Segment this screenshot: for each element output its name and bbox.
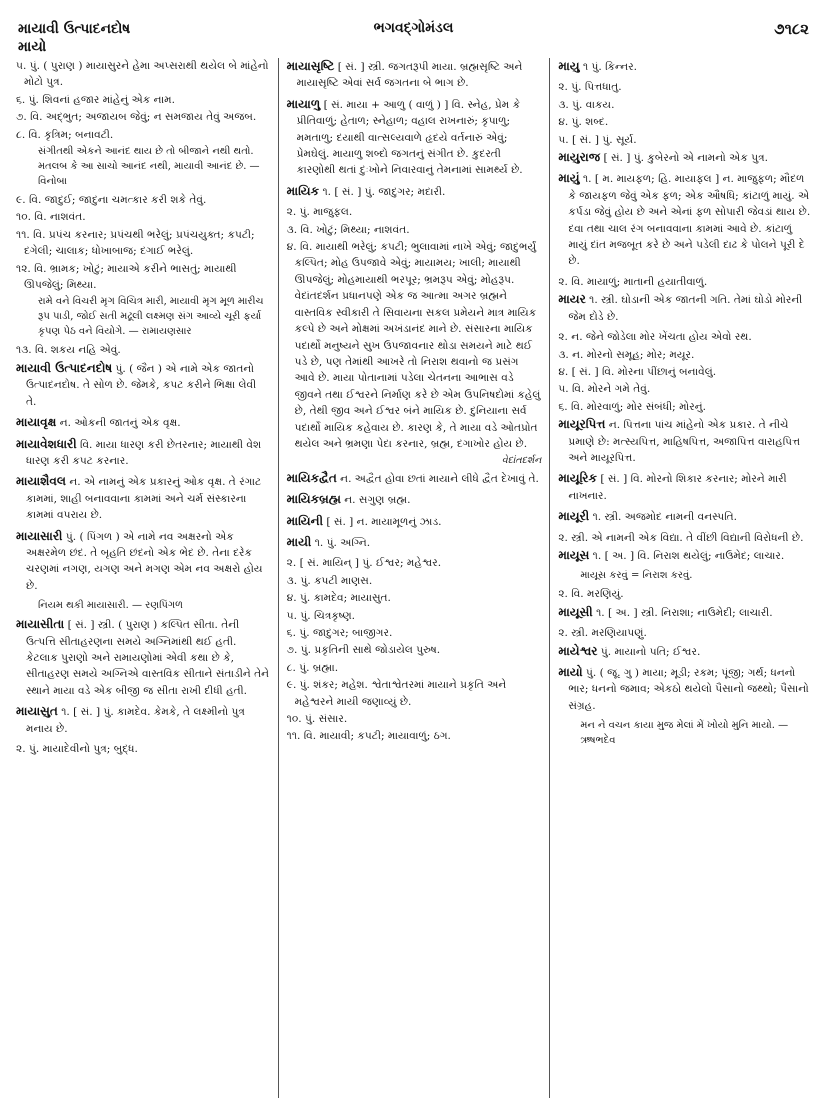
dictionary-entry [558, 170, 811, 269]
dictionary-entry [16, 473, 270, 523]
column-2 [278, 58, 550, 1098]
sense: ૨. સ્ત્રી. એ નામની એક વિદ્યા. તે વીંછી વિદ્યાની વિરોધની છે. [558, 531, 804, 544]
sense: ૩. પું. કપટી માણસ. [286, 574, 373, 587]
last-headword: માયો [18, 39, 47, 55]
headword: માયાસારી [16, 528, 63, 543]
definition: ન. સગુણ બ્રહ્મ. [340, 494, 411, 507]
sense: ૨. [ સં. માયિન્ ] પું. ઈશ્વર; મહેશ્વર. [286, 557, 442, 570]
dictionary-entry [558, 547, 811, 564]
headword: માયૂસી [558, 604, 593, 619]
sense: ૮. પું. બ્રહ્મા. [286, 661, 339, 674]
sense: ૩. વિ. ખોટું; મિથ્યા; નાશવંત. [286, 223, 410, 236]
sense: ૨. વિ. મરણિયું. [558, 588, 624, 601]
quotation: સંગીતથી એકને આનંદ થાય છે તો બીજાને નથી થતો. મતલબ કે આ સાચો આનંદ નથી, માયાવી આનંદ છે. — વિનોબા [38, 146, 260, 188]
quotation: મન ને વચન કાયા મુજ મેલાં મેં ખોયો મુનિ માયો. — ઋષભદેવ [580, 720, 789, 747]
headword: માયાવૃક્ષ [16, 415, 57, 430]
sense: ૨. પું. માજુફલ. [286, 206, 353, 219]
definition: ૧. [ મ. માયફળ; હિ. માયાફલ ] ન. માજુફળ; મૌદળ કે જાયફળ જેવું એક ફળ; એક ઔષધિ; કાંટાળું માયું. એ કર્પડા જેવું હોય છે અને એનાં ફળ સોપારી જેવડાં થાય છે. દવા તથા ચાલ રંગ બનાવવાના કામમાં આવે છે. કાંટાળું માયું દાંત મજબૂત કરે છે અને પડેલી દાઢ કે પોલને પૂરી દે છે. [568, 173, 811, 268]
sense: ૯. વિ. જાદુઈ; જાદુના ચમત્કાર કરી શકે તેવું. [16, 194, 207, 207]
dictionary-entry [287, 183, 542, 200]
page-header [16, 20, 811, 58]
dictionary-entry [287, 491, 542, 508]
sense: ૪. પું. કામદેવ; માયાસુત. [286, 592, 391, 605]
sense: ૮. વિ. કૃત્રિમ; બનાવટી. [16, 128, 114, 141]
definition: પું. માયાનો પતિ; ઈશ્વર. [597, 645, 701, 658]
dictionary-entry [558, 291, 811, 325]
dictionary-title: ભગવદ્ગોમંડલ [373, 20, 454, 36]
headword: માયુ [558, 59, 580, 73]
sense: ૨. પું. માયાદેવીનો પુત્ર; બુદ્ધ. [16, 743, 138, 755]
dictionary-entry [287, 96, 542, 179]
headword: માયાવેશધારી [16, 436, 77, 451]
sense: ૯. પું. શંકર; મહેશ. શ્વેતાશ્વેતરમાં માયાને પ્રકૃતિ અને મહેશ્વરને માયી જણાવ્યું છે. [286, 679, 507, 708]
dictionary-entry [287, 513, 542, 530]
sense: ૬. પું. શિવનાં હજાર માંહેનું એક નામ. [16, 93, 175, 106]
headword: માયું [558, 171, 580, 186]
dictionary-entry [16, 360, 270, 410]
headword: માયિકબ્રહ્મ [286, 492, 341, 507]
sense: ૧૦. વિ. નાશવંત. [16, 211, 86, 224]
headword: માયો [558, 665, 583, 679]
sense: ૩. પું. વાકય. [558, 98, 615, 111]
dictionary-entry [287, 58, 542, 92]
headword: માયૂરિક [558, 471, 597, 486]
dictionary-entry [287, 470, 542, 487]
quotation: રામે વને વિચરી મૃગ વિચિત્ર મારી, માયાવી મૃગ મૂળ મારીચ રૂપ પાડી, જોઈ સતી મઢૂલી લક્ષ્મણ સંગ આવ્યે ચૂરી ફર્યા કૃપણ પેઠ વને વિયોગે. — રામાયણસાર [38, 296, 264, 338]
source-citation: વેદાંતદર્શન [501, 455, 542, 467]
definition: ૧. પું. અગ્નિ. [311, 536, 371, 549]
definition: પું. ( જૈન ) એ નામે એક જાતનો ઉત્પાદનદોષ. તે સોળ છે. જેમકે, કપટ કરીને ભિક્ષા લેવી તે. [26, 362, 257, 408]
sense: ૪. [ સં. ] વિ. મોરના પીંછાનું બનાવેલું. [558, 365, 717, 378]
dictionary-entry [558, 664, 811, 714]
dictionary-entry [558, 58, 811, 75]
sense: ૧૨. વિ. ભ્રામક; ખોટું; માયાએ કરીને ભાસતું; માયાથી ઊપજેલું; મિથ્યા. [16, 262, 237, 292]
dictionary-entry [16, 436, 270, 470]
headword: માયિની [286, 513, 323, 528]
columns [16, 58, 811, 1098]
definition: ૧. [ સં. ] પું. જાદુગર; મદારી. [319, 185, 446, 198]
definition: ન. ઓકની જાતનું એક વૃક્ષ. [56, 417, 181, 430]
sense: ૭. વિ. અદ્ભુત; અજાયબ જેવું; ન સમજાય તેવું અજબ. [16, 111, 257, 124]
headword: માયિકદ્વૈત [286, 470, 337, 485]
definition: ન. અદ્વૈત હોવા છતાં માયાને લીધે દ્વૈત દેખાવું તે. [336, 472, 539, 485]
headword: માયૂરપિત્ત [558, 417, 606, 432]
sense: ૫. પું. ( પુરાણ ) માયાસુરને હેમા અપ્સરાથી થયેલ બે માંહેનો મોટો પુત્ર. [16, 60, 269, 89]
dictionary-entry [558, 508, 811, 525]
headword: માયી [286, 534, 312, 549]
dictionary-entry [16, 528, 270, 595]
dictionary-entry [558, 416, 811, 466]
definition: પું. ( પિંગળ ) એ નામે નવ અક્ષરનો એક અક્ષરમેળ છંદ. તે બૃહતિ છંદનો એક ભેદ છે. તેના દરેક ચરણમાં નગણ, યગણ અને મગણ એમ નવ અક્ષરો હોય છે. [26, 530, 263, 592]
sense: ૨. ન. જેને જોડેલા મોર ખેંચતા હોય એવો રથ. [558, 331, 752, 344]
sense: ૭. પું. પ્રકૃતિની સાથે જોડાયેલ પુરુષ. [286, 644, 441, 657]
headword: માયિક [286, 183, 320, 198]
dictionary-entry [287, 534, 542, 551]
headword: માયુરાજ [558, 150, 601, 165]
sense: ૧૩. વિ. શકય નહિ એવું. [16, 344, 121, 357]
headword: માયૂરી [558, 509, 590, 524]
definition: ૧ પું. કિન્નર. [579, 61, 638, 73]
sense: ૪. વિ. માયાથી ભરેલું; કપટી; ભુલાવામાં નાખે એવું; જાદુભર્યું કલ્પિત; મોહ ઉપજાવે એવું; માયામય; ખાલી; માયાથી ઊપજેલું; મોહમાયાથી ભરપૂર; ભ્રમરૂપ એવું; મોહરૂપ. વેદાંતદર્શન પ્રધાનપણે એક જ આત્મા અગર બ્રહ્મને વાસ્તવિક સ્વીકારી તે સિવાયના સકલ પ્રમેયને માત્ર માયિક કલ્પે છે અને મોક્ષમાં અખંડાનંદ માને છે. સંસારના માયિક પદાર્થો મનુષ્યને સુખ ઉપજાવનાર થોડા સમયને માટે થઈ પડે છે, પણ તેમાંથી આખરે તો નિરાશ થવાનો જ પ્રસંગ આવે છે. માયા પોતાનામાં પડેલા ચેતનના આભાસ વડે જીવને તથા ઈશ્વરને નિર્માણ કરે છે એમ ઉપનિષદોમાં કહેલું છે, તેથી જીવ અને ઈશ્વર બંને માયિક છે. દુનિયાના સર્વ પદાર્થો માયિક કહેવાય છે. કારણ કે, તે માયા વડે ઓતપ્રોત થયેલ અને ભ્રમણા પેદા કરનાર, બ્રહ્મ, દગાખોર હોય છે. [286, 241, 541, 450]
definition: [ સં. ] ન. માયામૂળનું ઝાડ. [323, 515, 442, 528]
headword: માયાળુ [286, 96, 321, 111]
headword: માયાવી ઉત્પાદનદોષ [16, 360, 113, 375]
sense: ૬. પું. જાદુગર; બાજીગર. [286, 627, 393, 639]
definition: [ સં. ] સ્ત્રી. જગતરૂપી માયા. બ્રહ્મસૃષ્ટિ અને માયાસૃષ્ટિ એવાં સર્વ જગતના બે ભાગ છે. [296, 61, 523, 90]
sense: ૪. પું. શબ્દ. [558, 116, 609, 129]
dictionary-entry [558, 470, 811, 504]
dictionary-entry [558, 149, 811, 166]
definition: [ સં. ] વિ. મોરનો શિકાર કરનાર; મોરને મારી નાખનાર. [568, 473, 787, 502]
page-number: ૭૧૮૨ [774, 20, 809, 38]
sense: ૫. વિ. મોરને ગમે તેવું. [558, 383, 651, 396]
headword: માયાશૈવલ [16, 474, 66, 489]
headword: માયાસુત [16, 704, 58, 719]
definition: [ સં. ] પું. કુબેરનો એ નામનો એક પુત્ર. [600, 152, 768, 165]
definition: વિ. માયા ધારણ કરી છેતરનાર; માયાથી વેશ ધારણ કરી કપટ કરનાર. [26, 438, 262, 467]
sense: ૫. [ સં. ] પું. સૂર્ય. [558, 133, 637, 146]
definition: ન. પિત્તના પાંચ માંહેનો એક પ્રકાર. તે નીચે પ્રમાણે છે: મત્સ્યપિત્ત, માહિષપિત્ત, અજાપિત્ત વારાહપિત્ત અને માયૂરપિત્ત. [568, 419, 801, 464]
sense: ૧૦. પું. સંસાર. [286, 713, 348, 726]
definition: ૧. [ અ. ] સ્ત્રી. નિરાશા; નાઉમેદી; લાચારી. [592, 606, 773, 619]
sense: ૨. સ્ત્રી. મરણિયાપણું. [558, 627, 647, 640]
first-headword: માયાવી ઉત્પાદનદોષ [18, 21, 131, 37]
dictionary-entry [16, 703, 270, 737]
sense: ૨. પું. પિત્તધાતુ. [558, 81, 622, 94]
sense: ૬. વિ. મોરવાળું; મોર સંબંધી; મોરનું. [558, 400, 706, 413]
quotation: નિયમ થકી માયાસારી. — રણપિંગળ [38, 600, 183, 612]
sense: ૧૧. વિ. માયાવી; કપટી; માયાવાળું; ઠગ. [286, 730, 451, 743]
headword: માયર [558, 292, 586, 307]
headword: માયાસીતા [16, 617, 65, 632]
definition: પું. ( જૂ. ગુ ) માયા; મૂડી; રકમ; પૂંજી; ગર્થ; ધનનો ભાર; ધનનો જમાવ; એકઠો થયેલો પૈસાનો જથ્થો; પૈસાનો સંગ્રહ. [568, 667, 809, 712]
column-3 [549, 58, 811, 1098]
sense: ૩. ન. મોરનો સમૂહ; મોર; મયૂર. [558, 348, 695, 361]
definition: [ સં. ] સ્ત્રી. ( પુરાણ ) કલ્પિત સીતા. તેની ઉત્પત્તિ સીતાહરણના સમયે અગ્નિમાંથી થઈ હતી. કેટલાક પુરાણો અને રામાયણોમાં એવી કથા છે કે, સીતાહરણ સમયે અગ્નિએ વાસ્તવિક સીતાને સંતાડીને તેને સ્થાને માયા વડે એક બીજી જ સીતા રાખી દીધી હતી. [26, 619, 270, 697]
sense: ૨. વિ. માયાળું; માતાની હયાતીવાળું. [558, 275, 708, 288]
headword: માયૂસ [558, 547, 590, 562]
dictionary-entry [558, 604, 811, 621]
dictionary-entry [16, 616, 270, 699]
definition: ૧. [ સં. ] પું. કામદેવ. કેમકે, તે લક્ષ્મીનો પુત્ર મનાય છે. [26, 706, 245, 735]
definition: ૧. સ્ત્રી. અજમોદ નામની વનસ્પતિ. [589, 511, 737, 524]
definition: ૧. સ્ત્રી. ઘોડાની એક જાતની ગતિ. તેમાં ઘોડો મોરની જેમ દોડે છે. [568, 294, 803, 323]
headword: માયાસૃષ્ટિ [286, 59, 335, 73]
sense: ૧૧. વિ. પ્રપંચ કરનાર; પ્રપંચથી ભરેલું; પ્રપંચયુક્ત; કપટી; દગેલી; ચાલાક; ધોખાબાજ; દગાઈ ભરેલું. [16, 228, 255, 258]
definition: ન. એ નામનું એક પ્રકારનું ઓક વૃક્ષ. તે રંગાટ કામમાં, શાહી બનાવવાના કામમાં અને ચર્મ સંસ્કારના કામમાં વપરાય છે. [26, 476, 262, 522]
headword: માયેશ્વર [558, 643, 598, 658]
sense: ૫. પું. ચિત્રકૃષ્ણ. [286, 609, 356, 622]
column-1 [16, 58, 278, 1098]
quotation: માયૂસ કરવું = નિરાશ કરવું. [580, 570, 693, 582]
dictionary-entry [16, 414, 270, 431]
definition: [ સં. માયા + આળુ ( વાળું ) ] વિ. સ્નેહ, પ્રેમ કે પ્રીતિવાળું; હેતાળ; સ્નેહાળ; વહાલ રાખનારું; કૃપાળુ; મમતાળુ; દયાથી વાત્સલ્યવાળે હૃદયે વર્તનારું એવું; પ્રેમઘેલું. માયાળુ શબ્દો જગતનું સંગીત છે. કુદરતી કારણોથી થતાં દુઃખોને નિવારવાનું તેમનામાં સામર્થ્ય છે. [296, 98, 523, 177]
definition: ૧. [ અ. ] વિ. નિરાશ થયેલું; નાઉમેદ; લાચાર. [589, 549, 785, 562]
dictionary-entry [558, 643, 811, 660]
